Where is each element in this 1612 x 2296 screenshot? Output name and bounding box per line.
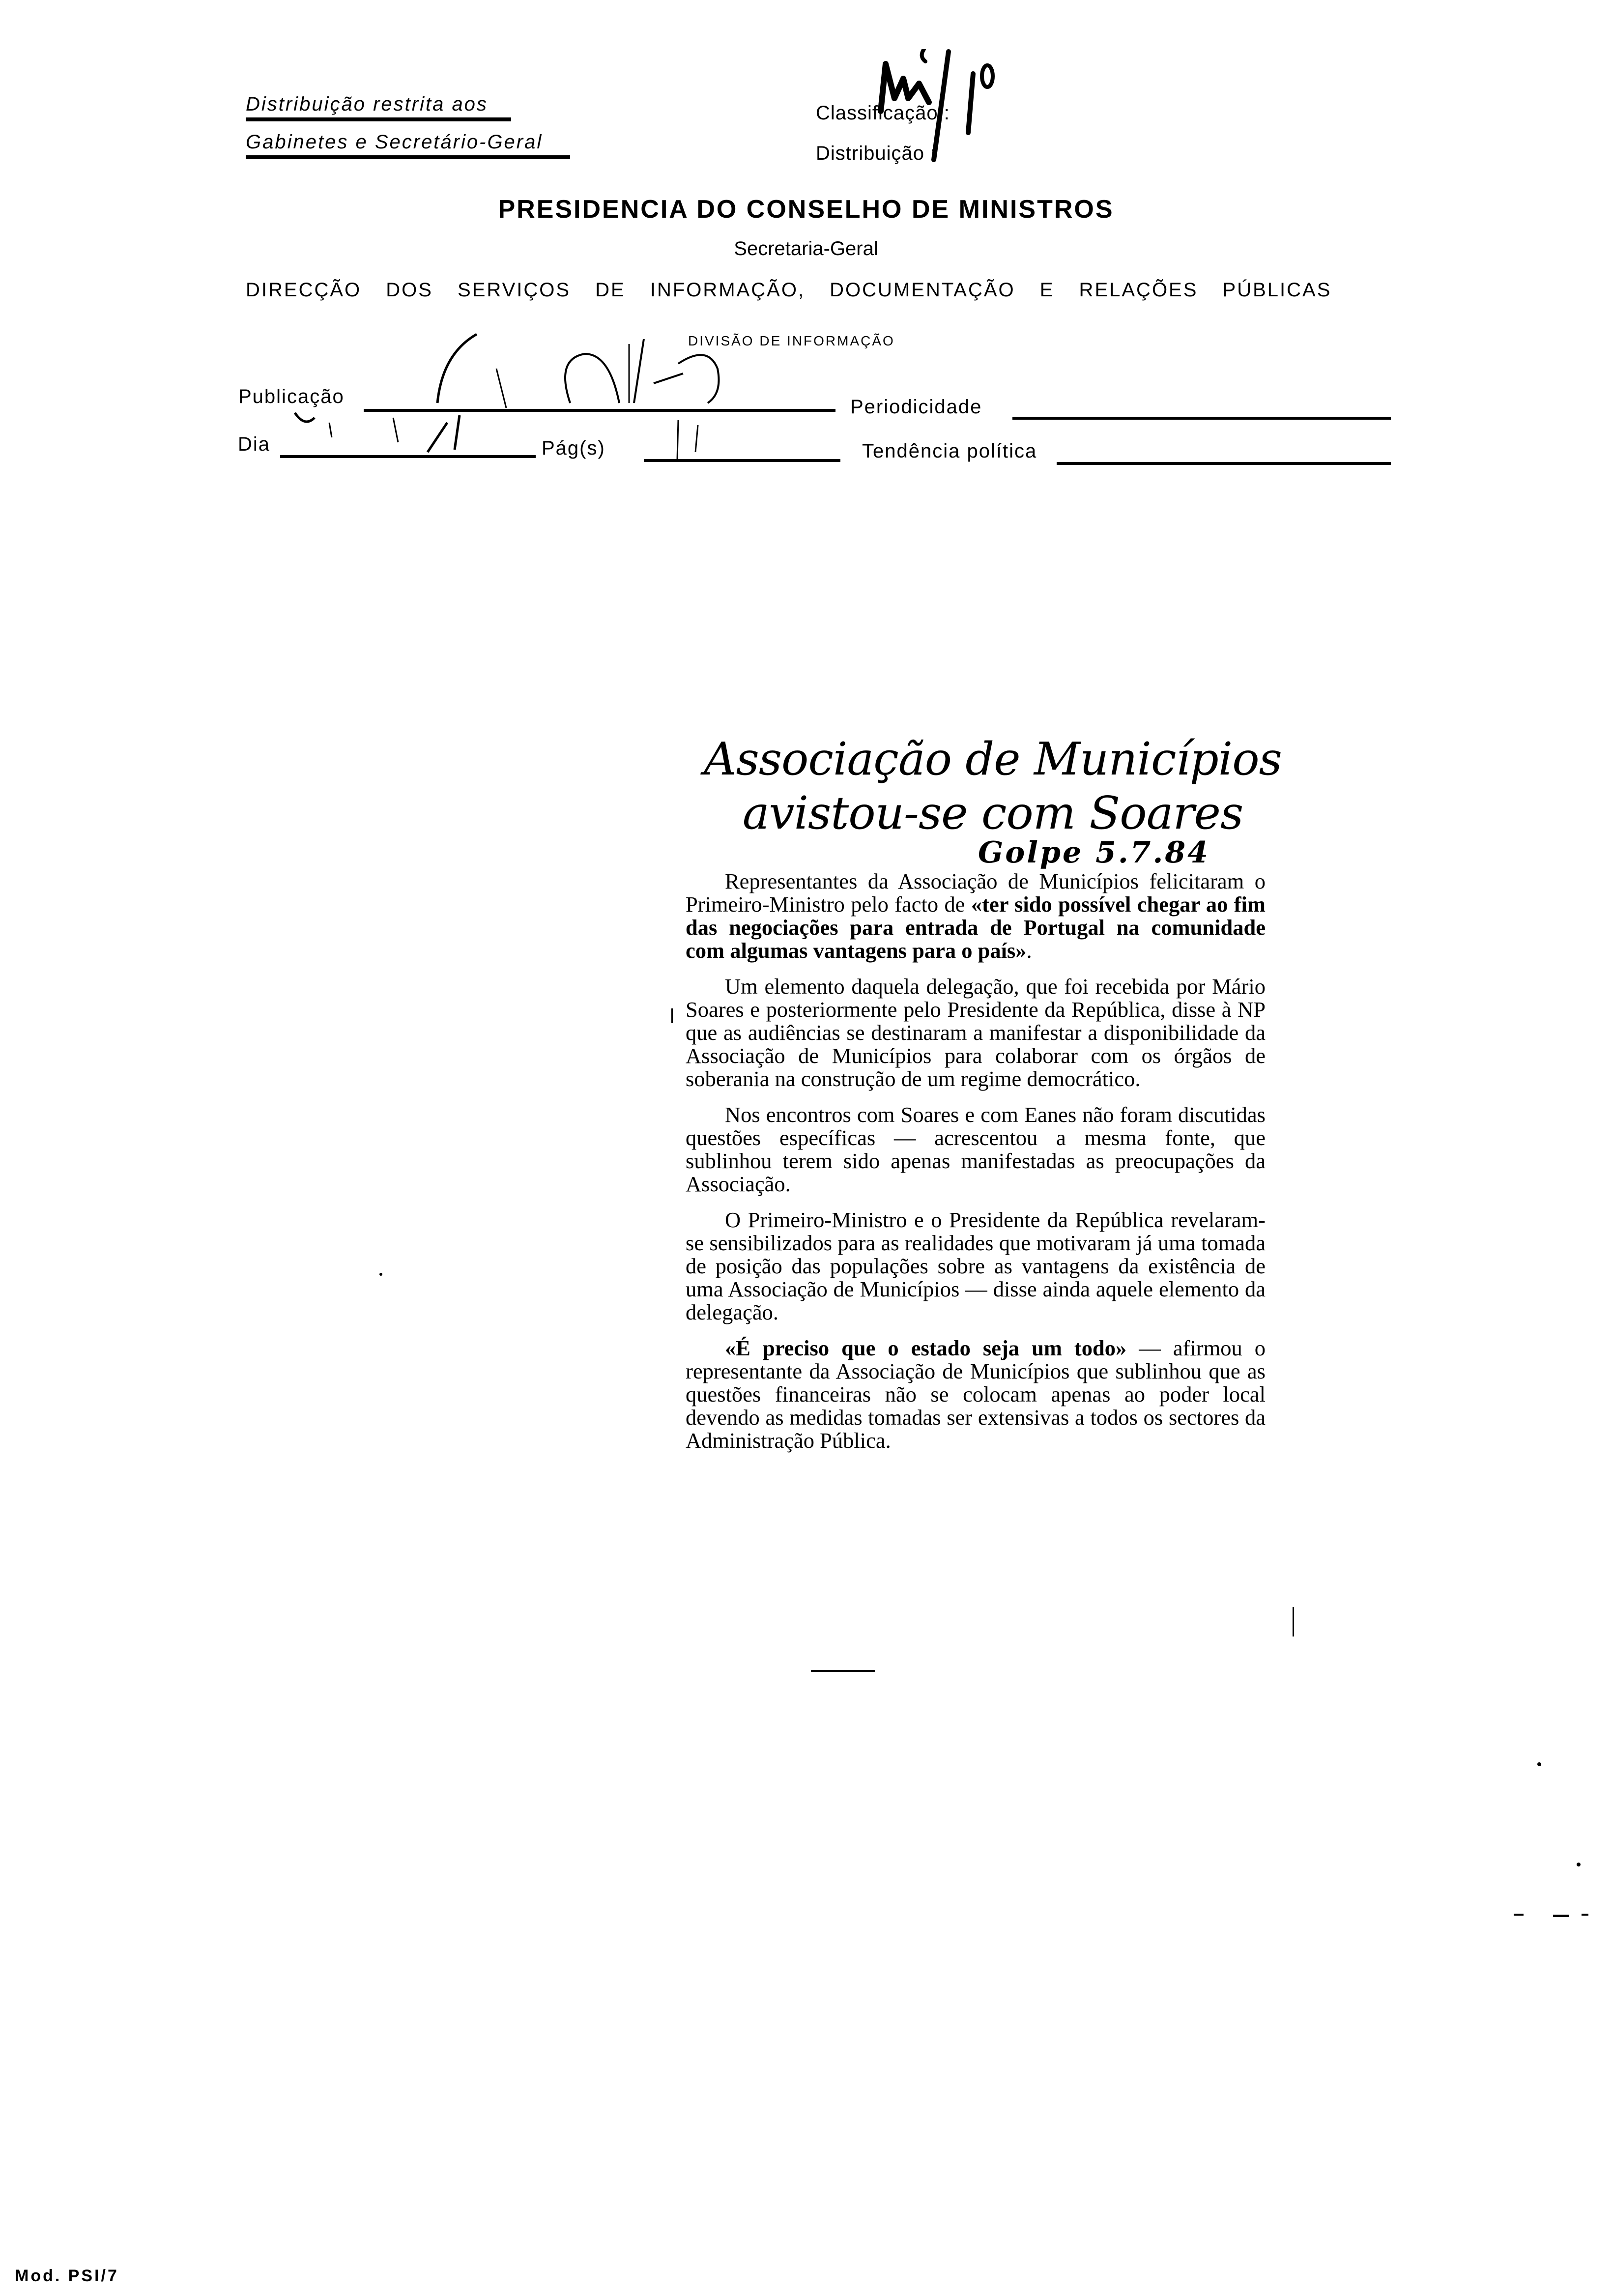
- restricted-line-2: Gabinetes e Secretário-Geral: [246, 131, 570, 159]
- political-tendency-label: Tendência política: [862, 440, 1037, 462]
- article-paragraph: O Primeiro-Ministro e o Presidente da República revelaram-se sensibilizados para as realidades que motivaram já uma tomada de posição das populações sobre as vantagens da existência de uma Associação de Municípios — disse ainda aquele elemento da delegação.: [686, 1207, 1266, 1324]
- scan-speck: [379, 1273, 382, 1276]
- division-title: DIVISÃO DE INFORMAÇÃO: [688, 333, 895, 348]
- restricted-distribution-note: [246, 93, 543, 159]
- day-label: Dia: [238, 433, 271, 455]
- handwritten-clipping-date: Golpe 5.7.84: [978, 835, 1210, 870]
- headline-line-1: Associação de Municípios: [704, 733, 1282, 785]
- political-tendency-field[interactable]: [1057, 462, 1391, 465]
- article-body: [686, 870, 1266, 1465]
- article-paragraph: Um elemento daquela delegação, que foi recebida por Mário Soares e posteriormente pelo Presidente da República, disse à NP que as audiências se destinaram a manifestar a disponibilidade da Associação de Municípios para colaborar com os órgãos de soberania na construção de um regime democrático.: [686, 974, 1266, 1091]
- restricted-line-1: Distribuição restrita aos: [246, 93, 511, 121]
- directorate-title: DIRECÇÃO DOS SERVIÇOS DE INFORMAÇÃO, DOCUMENTAÇÃO E RELAÇÕES PÚBLICAS: [246, 279, 1332, 301]
- periodicity-label: Periodicidade: [850, 396, 982, 418]
- scan-speck: [1537, 1762, 1541, 1766]
- scan-dash: [1514, 1914, 1524, 1916]
- article-headline: [673, 732, 1312, 840]
- handwritten-publication-name: [423, 324, 796, 413]
- article-paragraph: Representantes da Associação de Municípios felicitaram o Primeiro-Ministro pelo facto de «ter sido possível chegar ao fim das negociações para entrada de Portugal na comunidade com algumas vantagens para o país».: [686, 869, 1266, 963]
- scan-speck: [1577, 1863, 1581, 1866]
- scan-margin-mark: [1293, 1607, 1294, 1636]
- publication-label: Publicação: [238, 386, 345, 407]
- article-end-rule: [811, 1670, 875, 1672]
- handwritten-day-value: [285, 408, 541, 457]
- handwritten-classification-mark: [875, 49, 1268, 167]
- distribution-label: Distribuição :: [816, 143, 937, 164]
- organization-title: PRESIDENCIA DO CONSELHO DE MINISTROS: [498, 195, 1114, 224]
- classification-label: Classificação :: [816, 102, 950, 124]
- scan-dash: [1582, 1914, 1588, 1916]
- pages-label: Pág(s): [542, 437, 605, 459]
- article-paragraph: «É preciso que o estado seja um todo» — afirmou o representante da Associação de Municípios que sublinhou que as questões financeiras não se colocam apenas ao poder local devendo as medidas tomadas ser extensivas a todos os sectores da Administração Pública.: [686, 1336, 1266, 1453]
- periodicity-field[interactable]: [1012, 417, 1391, 420]
- form-code: Mod. PSI/7: [15, 2267, 119, 2285]
- scan-margin-mark: [671, 1008, 673, 1023]
- scan-dash: [1553, 1915, 1569, 1917]
- headline-line-2: avistou-se com Soares: [742, 787, 1243, 839]
- subdivision-title: Secretaria-Geral: [734, 238, 878, 259]
- handwritten-pages-value: [668, 418, 727, 462]
- article-paragraph: Nos encontros com Soares e com Eanes não foram discutidas questões específicas — acrescentou a mesma fonte, que sublinhou terem sido apenas manifestadas as preocupações da Associação.: [686, 1102, 1266, 1196]
